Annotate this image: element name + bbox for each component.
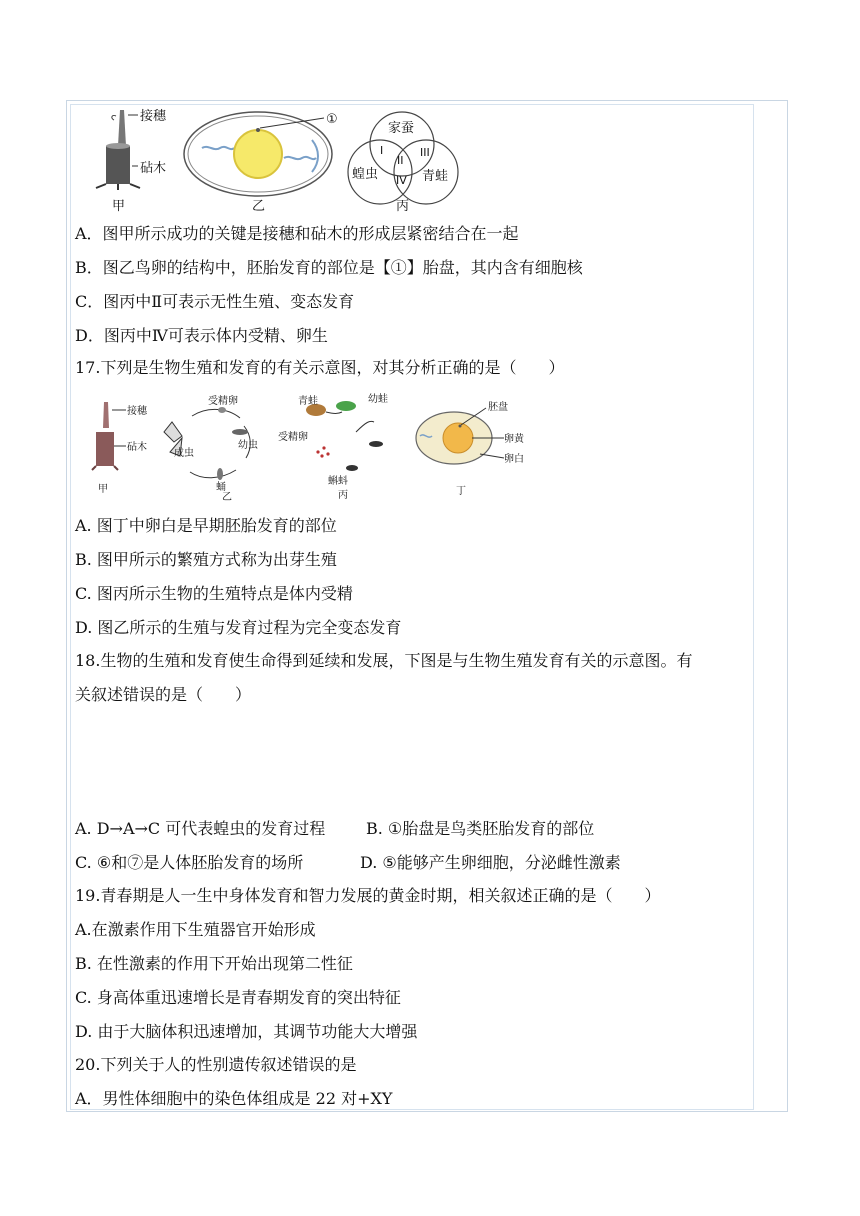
q17-figure [90,392,530,503]
q16-venn-region-1: I [380,144,384,157]
q17-option-a: A. 图丁中卵白是早期胚胎发育的部位 [75,516,337,535]
q17-label-pupa: 蛹 [216,482,226,493]
q16-caption-bing: 丙 [396,199,410,214]
q16-venn-region-2: II [397,154,404,167]
q17-caption-yi: 乙 [222,492,232,503]
q19-option-a: A.在激素作用下生殖器官开始形成 [75,920,316,939]
q20-stem: 20.下列关于人的性别遗传叙述错误的是 [75,1055,357,1074]
q16-option-c: C．图丙中Ⅱ可表示无性生殖、变态发育 [75,292,355,311]
q17-stem: 17.下列是生物生殖和发育的有关示意图，对其分析正确的是（ ） [75,358,565,377]
q17-caption-bing: 丙 [338,490,348,501]
q16-venn-region-3: III [420,146,430,159]
q18-option-c: C. ⑥和⑦是人体胚胎发育的场所 [75,853,304,872]
q20-option-a: A．男性体细胞中的染色体组成是 22 对+XY [75,1089,393,1108]
q17-label-adult: 成虫 [174,448,194,459]
q17-label-fertilized-egg: 受精卵 [208,396,238,407]
q17-option-b: B. 图甲所示的繁殖方式称为出芽生殖 [75,550,337,569]
q17-frog-cycle [306,401,383,471]
q18-option-a: A. D→A→C 可代表蝗虫的发育过程 [75,819,326,838]
q19-option-d: D. 由于大脑体积迅速增加，其调节功能大大增强 [75,1022,418,1041]
q17-label-disc: 胚盘 [488,402,508,413]
q17-option-c: C. 图丙所示生物的生殖特点是体内受精 [75,584,353,603]
q17-label-yolk: 卵黄 [504,434,524,445]
q16-option-b: B．图乙鸟卵的结构中，胚胎发育的部位是【①】胎盘，其内含有细胞核 [75,258,583,277]
q16-label-scion: 接穗 [140,109,167,124]
q16-option-a: A．图甲所示成功的关键是接穗和砧木的形成层紧密结合在一起 [75,224,519,243]
q17-label-tadpole: 蝌蚪 [328,476,348,487]
q16-label-stock: 砧木 [140,161,167,176]
q16-venn-silkworm: 家蚕 [388,121,415,136]
q17-grafting-illustration [92,402,126,470]
q16-caption-jia: 甲 [112,199,126,214]
q16-venn-locust: 蝗虫 [352,167,379,182]
q17-label-stock: 砧木 [127,442,147,453]
q17-label-frog: 青蛙 [298,396,318,407]
q17-caption-ding: 丁 [456,486,466,497]
q19-option-c: C. 身高体重迅速增长是青春期发育的突出特征 [75,988,401,1007]
q18-stem-line1: 18.生物的生殖和发育使生命得到延续和发展，下图是与生物生殖发育有关的示意图。有 [75,651,693,670]
q19-option-b: B. 在性激素的作用下开始出现第二性征 [75,954,353,973]
q17-label-larva: 幼虫 [238,440,258,451]
q16-bird-egg [184,112,332,196]
q19-stem: 19.青春期是人一生中身体发育和智力发展的黄金时期，相关叙述正确的是（ ） [75,886,661,905]
q18-stem-line2: 关叙述错误的是（ ） [75,685,252,704]
q17-label-scion: 接穗 [127,406,147,417]
q17-bird-egg [416,408,504,464]
q17-label-white: 卵白 [504,454,524,465]
q16-caption-yi: 乙 [252,199,266,214]
q17-caption-jia: 甲 [98,484,108,495]
q18-option-b: B. ①胎盘是鸟类胚胎发育的部位 [366,819,595,838]
q16-grafting-illustration [96,110,140,190]
q16-figure [90,106,470,214]
q18-option-d: D. ⑤能够产生卵细胞，分泌雌性激素 [360,853,621,872]
q16-venn-frog: 青蛙 [422,169,449,184]
q17-label-frog-egg: 受精卵 [278,432,308,443]
q16-venn-region-4: IV [396,174,407,187]
q17-option-d: D. 图乙所示的生殖与发育过程为完全变态发育 [75,618,402,637]
q16-marker-1: ① [326,112,338,127]
q16-option-d: D．图丙中Ⅳ可表示体内受精、卵生 [75,326,328,345]
q17-label-young-frog: 幼蛙 [368,394,388,405]
